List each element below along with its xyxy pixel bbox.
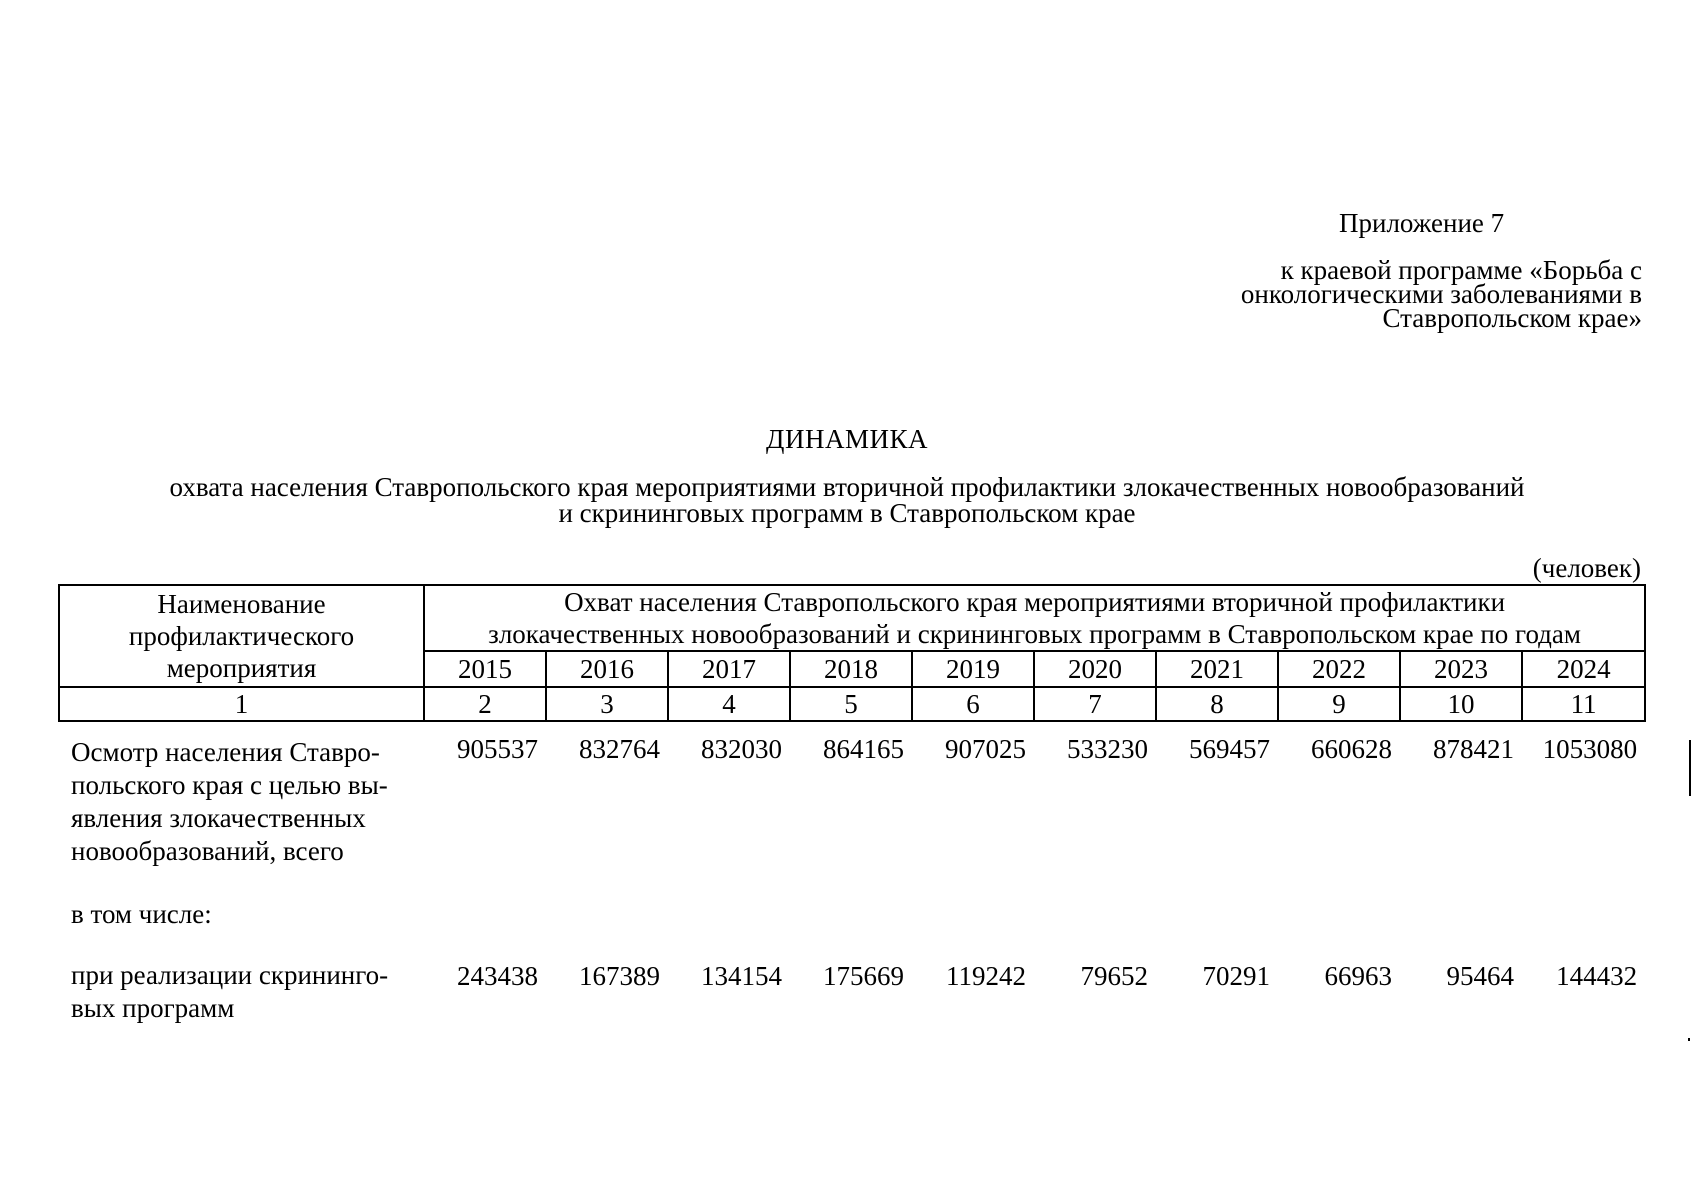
year-header: 2024	[1522, 651, 1645, 687]
coverage-column-header	[424, 585, 1645, 651]
table-cell: 864165	[823, 734, 904, 764]
empty-cell	[424, 868, 1645, 959]
appendix-subtitle: к краевой программе «Борьба с онкологическими заболеваниями в Ставропольском крае»	[1240, 255, 1642, 333]
year-header: 2017	[668, 651, 790, 687]
year-header: 2020	[1034, 651, 1156, 687]
table-cell: 660628	[1311, 734, 1392, 764]
table-cell: 533230	[1067, 734, 1148, 764]
table-row	[59, 959, 1645, 1025]
column-number: 5	[790, 687, 912, 721]
table-cell: 167389	[579, 961, 660, 991]
unit-note: (человек)	[1532, 553, 1641, 583]
table-cell: 878421	[1433, 734, 1514, 764]
column-number: 1	[59, 687, 424, 721]
column-number: 9	[1278, 687, 1400, 721]
row-label: при реализации скрининго-вых программ	[71, 960, 389, 1023]
name-column-header: Наименование профилактического мероприятия	[59, 585, 424, 687]
column-number-row	[59, 687, 1645, 721]
table-cell: 907025	[945, 734, 1026, 764]
year-header: 2021	[1156, 651, 1278, 687]
table-cell: 569457	[1189, 734, 1270, 764]
table-cell: 70291	[1202, 961, 1270, 991]
year-header: 2023	[1400, 651, 1522, 687]
document-subtitle	[60, 474, 1634, 526]
table-cell: 134154	[701, 961, 782, 991]
column-number: 11	[1522, 687, 1645, 721]
column-number: 2	[424, 687, 546, 721]
table-cell: 243438	[457, 961, 538, 991]
column-number: 3	[546, 687, 668, 721]
document-subtitle-line-2: и скрининговых программ в Ставропольском крае	[558, 498, 1136, 528]
table-cell: 1053080	[1542, 734, 1638, 764]
table-row	[59, 868, 1645, 959]
year-header: 2022	[1278, 651, 1400, 687]
table-cell: 832764	[579, 734, 660, 764]
document-title: ДИНАМИКА	[766, 424, 928, 454]
table-cell: 175669	[823, 961, 904, 991]
column-number: 8	[1156, 687, 1278, 721]
coverage-header-line-1: Охват населения Ставропольского края мероприятиями вторичной профилактики	[564, 587, 1506, 617]
row-label: в том числе:	[71, 899, 212, 929]
column-number: 7	[1034, 687, 1156, 721]
coverage-header-line-2: злокачественных новообразований и скрининговых программ в Ставропольском крае по годам	[488, 619, 1581, 649]
scan-margin-dot	[1688, 1038, 1690, 1041]
column-number: 4	[668, 687, 790, 721]
table-cell: 119242	[946, 961, 1026, 991]
table-cell: 79652	[1080, 961, 1148, 991]
table-row	[59, 721, 1645, 868]
year-header: 2019	[912, 651, 1034, 687]
year-header: 2018	[790, 651, 912, 687]
table-cell: 144432	[1556, 961, 1638, 991]
row-label: Осмотр населения Ставро-польского края с целью вы-явления злокачественных новообразований, всего	[71, 737, 388, 866]
table-cell: 905537	[457, 734, 538, 764]
table-cell: 95464	[1446, 961, 1514, 991]
column-number: 6	[912, 687, 1034, 721]
column-number: 10	[1400, 687, 1522, 721]
coverage-table	[58, 584, 1646, 1025]
table-cell: 832030	[701, 734, 782, 764]
year-header: 2016	[546, 651, 668, 687]
document-subtitle-line-1: охвата населения Ставропольского края мероприятиями вторичной профилактики злокачественных новообразований	[169, 472, 1525, 502]
scan-margin-mark	[1689, 740, 1691, 796]
year-header: 2015	[424, 651, 546, 687]
appendix-title: Приложение 7	[1339, 208, 1505, 238]
table-cell: 66963	[1324, 961, 1392, 991]
